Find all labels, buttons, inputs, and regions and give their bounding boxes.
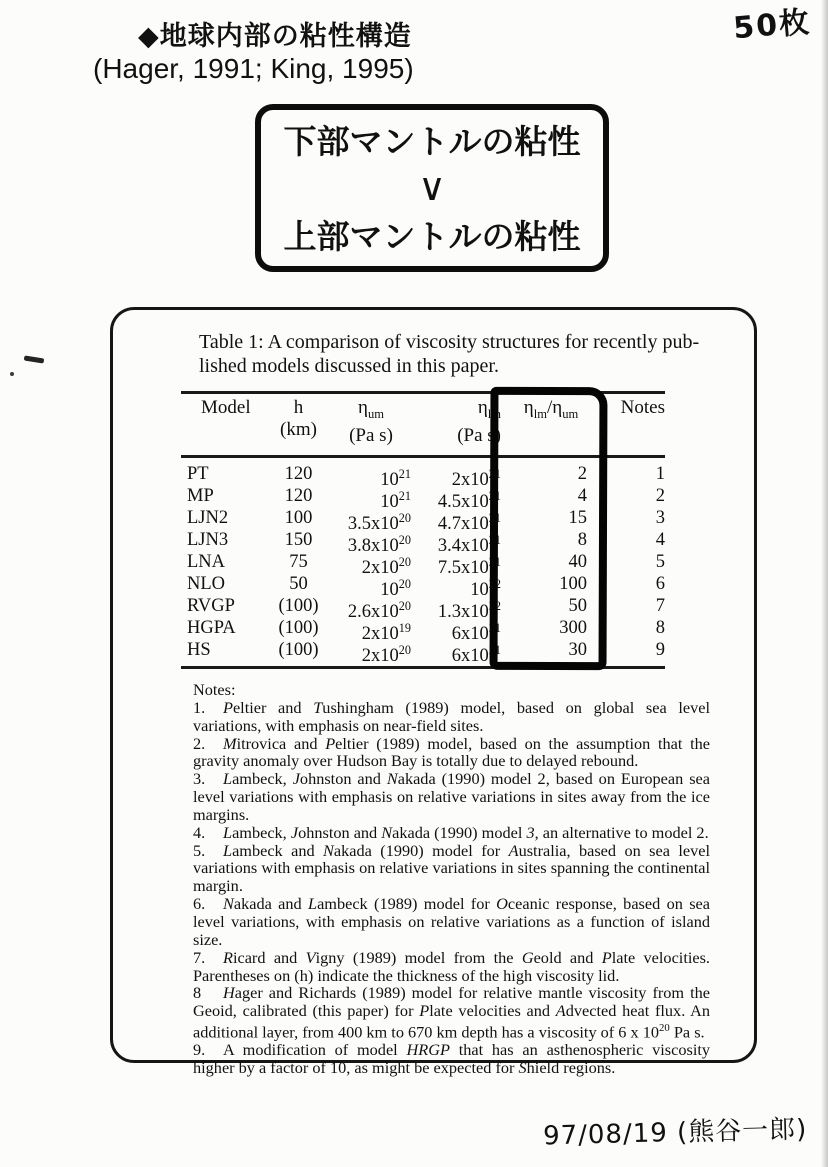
table-caption-line-2: lished models discussed in this paper.	[199, 354, 499, 377]
cell-ratio: 40	[568, 552, 587, 572]
cell-h: 75	[289, 552, 308, 572]
cell-eta-um: $2x10^{19}$	[361, 621, 411, 645]
note-item-5: 5. Lambeck and Nakada (1990) model for Australia, based on sea level variations with emphasis on relative variations in sites spanning the continental margin.	[193, 840, 710, 896]
cell-model: RVGP	[187, 596, 235, 616]
cell-h: (100)	[278, 596, 319, 616]
handwritten-date-signature: 97/08/19 (熊谷一郎)	[542, 1114, 808, 1152]
cell-notes: 7	[655, 596, 665, 616]
note-number: 1.	[193, 697, 206, 717]
cell-h: (100)	[278, 640, 319, 660]
stray-pencil-mark	[24, 355, 45, 363]
cell-h: 100	[284, 508, 313, 528]
note-number: 3.	[193, 769, 206, 789]
notes-section	[193, 681, 710, 1077]
stray-pencil-dot	[10, 372, 14, 376]
cell-ratio: 100	[559, 574, 587, 594]
note-item-9: 9. A modification of model HRGP that has an asthenospheric viscosity higher by a factor of 10, as might be expected for Shield regions.	[193, 1040, 711, 1078]
cell-notes: 1	[655, 464, 665, 484]
note-number: 6.	[193, 894, 206, 914]
notes-list	[193, 699, 710, 1077]
cell-eta-lm: $4.7x10^{21}$	[437, 511, 501, 535]
note-number: 7.	[193, 947, 206, 967]
table-row-HGPA	[181, 617, 665, 645]
cell-model: NLO	[187, 574, 226, 594]
header-cell-model: Model	[201, 397, 251, 418]
header-cell-h: h (km)	[280, 397, 317, 440]
cell-eta-um: $10^{21}$	[380, 489, 411, 513]
header-cell-notes: Notes	[620, 397, 665, 418]
cell-notes: 9	[655, 640, 665, 660]
cell-eta-um: $10^{21}$	[380, 467, 411, 491]
cell-eta-um: $10^{20}$	[380, 577, 411, 601]
note-item-4: 4. Lambeck, Johnston and Nakada (1990) model 3, an alternative to model 2.	[193, 822, 709, 842]
cell-notes: 5	[655, 552, 665, 572]
greater-than-operator: ∨	[418, 165, 446, 209]
cell-eta-um: $2x10^{20}$	[361, 643, 411, 667]
note-number: 4.	[193, 822, 206, 842]
cell-notes: 2	[655, 486, 665, 506]
viscosity-table	[181, 391, 665, 669]
note-item-2: 2. Mitrovica and Peltier (1989) model, based on the assumption that the gravity anomaly over Hudson Bay is totally due to delayed rebound.	[193, 733, 711, 771]
note-number: 8	[193, 983, 202, 1003]
cell-eta-lm: $2x10^{21}$	[451, 467, 501, 491]
cell-eta-um: $2.6x10^{20}$	[347, 599, 411, 623]
table-row-LNA	[181, 551, 665, 579]
cell-h: (100)	[278, 618, 319, 638]
comparison-box	[255, 104, 609, 272]
note-item-3: 3. Lambeck, Johnston and Nakada (1990) model 2, based on European sea level variations with emphasis on relative variations in sites away from the ice margins.	[193, 769, 710, 824]
header-cell-eta-um: $\eta_{um}$ (Pa s)	[349, 397, 393, 446]
cell-model: HS	[187, 640, 211, 660]
table-row-NLO	[181, 573, 665, 601]
cell-eta-lm: $6x10^{21}$	[451, 643, 501, 667]
table-caption-line-1: Table 1: A comparison of viscosity structures for recently pub-	[199, 331, 700, 353]
cell-eta-um: $2x10^{20}$	[361, 555, 411, 579]
header-cell-eta-lm: $\eta_{lm}$ (Pa s)	[457, 397, 501, 446]
cell-eta-lm: $7.5x10^{21}$	[437, 555, 501, 579]
handwritten-copy-count: 50枚	[731, 4, 813, 47]
cell-ratio: 8	[577, 530, 587, 550]
page-heading: ◆地球内部の粘性構造	[138, 21, 412, 52]
cell-model: HGPA	[187, 618, 236, 638]
note-item-1: 1. Peltier and Tushingham (1989) model, based on global sea level variations, with emphasis on near-field sites.	[193, 697, 711, 735]
cell-eta-lm: $4.5x10^{21}$	[437, 489, 501, 513]
cell-notes: 8	[655, 618, 665, 638]
cell-eta-um: $3.8x10^{20}$	[347, 533, 411, 557]
cell-ratio: 30	[568, 640, 587, 660]
note-item-7: 7. Ricard and Vigny (1989) model from the Geold and Plate velocities. Parentheses on (h) indicate the thickness of the high viscosity lid.	[193, 947, 711, 985]
comparison-line-upper-mantle: 上部マントルの粘性	[283, 217, 581, 256]
cell-model: MP	[187, 486, 214, 506]
scan-edge-shadow	[821, 0, 828, 1167]
header-cell-ratio: $\eta_{lm}/\eta_{um}$	[523, 397, 579, 421]
table-row-HS	[181, 639, 665, 667]
note-number: 9.	[193, 1040, 206, 1060]
cell-ratio: 50	[568, 596, 587, 616]
notes-title: Notes:	[193, 680, 236, 699]
cell-ratio: 4	[577, 486, 587, 506]
note-number: 2.	[193, 733, 206, 753]
cell-ratio: 15	[568, 508, 587, 528]
cell-h: 120	[284, 464, 313, 484]
cell-notes: 3	[655, 508, 665, 528]
cell-eta-lm: $10^{22}$	[470, 577, 501, 601]
cell-model: LJN2	[187, 508, 229, 528]
citation-line: (Hager, 1991; King, 1995)	[93, 53, 414, 84]
cell-eta-um: $3.5x10^{20}$	[347, 511, 411, 535]
table-header-row	[181, 394, 665, 458]
cell-ratio: 300	[559, 618, 587, 638]
table-panel	[110, 307, 757, 1078]
cell-notes: 4	[655, 530, 665, 550]
comparison-line-lower-mantle: 下部マントルの粘性	[283, 122, 581, 161]
note-number: 5.	[193, 840, 206, 860]
cell-h: 50	[289, 574, 308, 594]
cell-model: LJN3	[187, 530, 229, 550]
cell-model: LNA	[187, 552, 226, 572]
table-body	[181, 458, 665, 666]
cell-notes: 6	[655, 574, 665, 594]
table-row-RVGP	[181, 595, 665, 623]
table-row-MP	[181, 485, 665, 513]
cell-h: 150	[284, 530, 313, 550]
cell-ratio: 2	[577, 464, 587, 484]
cell-eta-lm: $3.4x10^{21}$	[437, 533, 501, 557]
table-row-LJN3	[181, 529, 665, 557]
note-item-8: 8 Hager and Richards (1989) model for relative mantle viscosity from the Geoid, calibrated (this paper) for Plate velocities and Advected heat flux. An additional layer, from 400 km to 670 km depth has a viscosity of 6 x $10^{20}$ Pa s.	[193, 983, 710, 1042]
cell-eta-lm: $1.3x10^{22}$	[437, 599, 501, 623]
cell-h: 120	[284, 486, 313, 506]
cell-eta-lm: $6x10^{21}$	[451, 621, 501, 645]
cell-model: PT	[187, 464, 209, 484]
note-item-6: 6. Nakada and Lambeck (1989) model for Oceanic response, based on sea level variations, with emphasis on relative variations as a function of island size.	[193, 894, 710, 949]
table-row-PT	[181, 463, 665, 491]
table-row-LJN2	[181, 507, 665, 535]
table-caption	[199, 331, 699, 378]
